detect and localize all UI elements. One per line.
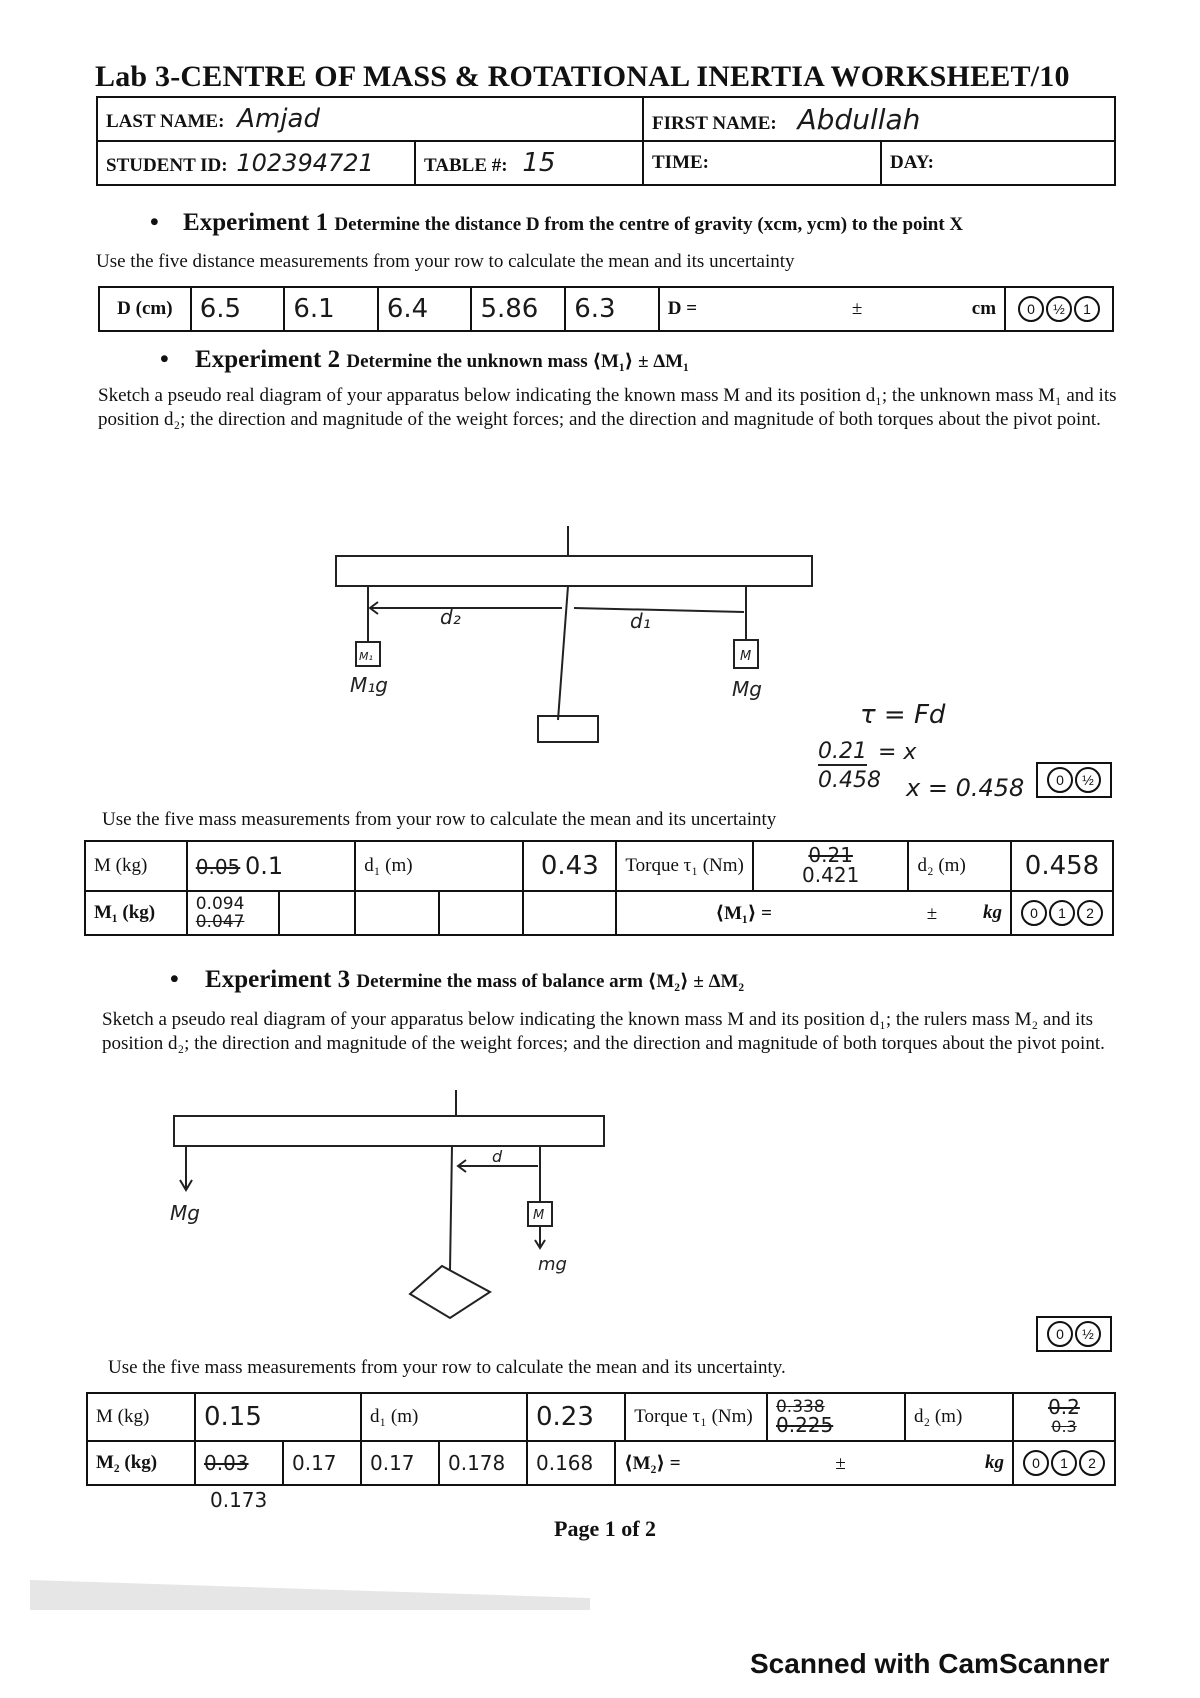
exp2-m1-box-label: M₁ xyxy=(359,650,373,663)
m-value: 0.1 xyxy=(245,852,284,880)
m1-value: 0.094 xyxy=(195,894,245,914)
d-value-5: 6.3 xyxy=(565,287,659,331)
m2-value-4: 0.178 xyxy=(439,1441,527,1485)
score-0-icon: 0 xyxy=(1047,767,1073,793)
score-0-icon: 0 xyxy=(1023,1450,1049,1476)
m1-result-label: ⟨M₁⟩ = xyxy=(715,902,772,924)
torque-label: Torque τ₁ (Nm) xyxy=(616,841,752,891)
exp3-table-score xyxy=(1013,1441,1115,1485)
exp2-stand xyxy=(558,586,568,720)
table-number-label: TABLE #: xyxy=(424,155,508,176)
exp3-mg-right-label: mg xyxy=(538,1254,567,1275)
exp3-ruler xyxy=(174,1116,604,1146)
m1-unit: kg xyxy=(983,901,1002,923)
torque-value-cell xyxy=(753,841,909,891)
m2-value-1: 0.03 xyxy=(195,1441,283,1485)
m2-value-2: 0.17 xyxy=(283,1441,361,1485)
exp2-d1-line xyxy=(574,608,744,612)
score-0-icon: 0 xyxy=(1021,900,1047,926)
exp2-ruler xyxy=(336,556,812,586)
exp2-sketch-score xyxy=(1036,762,1112,798)
d-value-3: 6.4 xyxy=(378,287,472,331)
exp3-stand xyxy=(450,1146,452,1270)
torque-label: Torque τ₁ (Nm) xyxy=(625,1393,767,1441)
score-1-icon: 1 xyxy=(1049,900,1075,926)
m2-below-value: 0.173 xyxy=(210,1488,268,1512)
exp2-eq-equals: = x xyxy=(878,740,917,765)
time-cell xyxy=(643,141,881,185)
exp1-subtitle: Determine the distance D from the centre of gravity (xcm, ycm) to the point X xyxy=(334,214,964,235)
d2-value: 0.458 xyxy=(1011,841,1113,891)
m2-label: M₂ (kg) xyxy=(87,1441,195,1485)
exp2-table-instruction: Use the five mass measurements from your row to calculate the mean and its uncertainty xyxy=(102,809,777,830)
exp2-title: Experiment 2 xyxy=(195,346,341,373)
student-id-cell xyxy=(97,141,415,185)
exp2-heading xyxy=(160,346,689,374)
scan-shadow-shape xyxy=(30,1580,590,1610)
score-half-icon: ½ xyxy=(1046,296,1072,322)
m1-result-cell xyxy=(616,891,1011,935)
exp2-eq-denominator: 0.458 xyxy=(818,768,881,793)
scan-edge-shadow xyxy=(30,1570,590,1610)
exp3-bullet: • xyxy=(170,966,179,993)
m1-pm: ± xyxy=(926,902,938,924)
d-result-cell xyxy=(659,287,1005,331)
exp3-d-label: d xyxy=(492,1147,503,1166)
exp2-d1-label: d₁ xyxy=(630,609,651,633)
camscanner-watermark: Scanned with CamScanner xyxy=(750,1648,1110,1679)
exp3-table-instruction: Use the five mass measurements from your row to calculate the mean and its uncertainty. xyxy=(108,1357,786,1378)
m1-label: M₁ (kg) xyxy=(85,891,187,935)
score-half-icon: ½ xyxy=(1075,767,1101,793)
exp2-m-box-label: M xyxy=(740,649,752,664)
exp2-table xyxy=(84,840,1114,936)
m1-cell-5 xyxy=(523,891,616,935)
d1-label: d₁ (m) xyxy=(355,841,523,891)
exp2-bullet: • xyxy=(160,346,169,373)
torque-value: 0.338 xyxy=(775,1397,825,1417)
d1-value: 0.23 xyxy=(527,1393,625,1441)
exp3-base xyxy=(410,1266,490,1318)
first-name-label: FIRST NAME: xyxy=(652,112,777,134)
table-number-value: 15 xyxy=(522,148,556,178)
m1-cell-3 xyxy=(355,891,439,935)
exp2-base xyxy=(538,716,598,742)
m2-value-5: 0.168 xyxy=(527,1441,615,1485)
exp3-instruction: Sketch a pseudo real diagram of your apparatus below indicating the known mass M and its position d₁; the rulers mass M₂ and its position d₂; the direction and magnitude of the weight forces; and the direction and magnitude of both torques about the pivot point. xyxy=(102,1009,1105,1054)
exp2-sketch xyxy=(300,520,860,760)
score-0-icon: 0 xyxy=(1047,1321,1073,1347)
m-value-cell xyxy=(187,841,356,891)
m1-value-cell xyxy=(187,891,280,935)
d2-label: d₂ (m) xyxy=(908,841,1011,891)
score-0-icon: 0 xyxy=(1018,296,1044,322)
m1-cell-2 xyxy=(279,891,355,935)
m2-unit: kg xyxy=(984,1451,1004,1473)
exp2-eq-result: x = 0.458 xyxy=(906,774,1025,802)
score-2-icon: 2 xyxy=(1079,1450,1105,1476)
exp1-table xyxy=(98,286,1114,332)
torque-value: 0.421 xyxy=(802,863,860,887)
m2-pm: ± xyxy=(835,1452,846,1474)
exp3-m-box-label: M xyxy=(533,1208,545,1223)
torque-value-struck: 0.225 xyxy=(775,1413,834,1437)
student-id-label: STUDENT ID: xyxy=(106,155,228,176)
d1-label: d₁ (m) xyxy=(361,1393,527,1441)
m-value: 0.15 xyxy=(195,1393,361,1441)
exp2-mg-label: Mg xyxy=(732,677,762,701)
exp3-table xyxy=(86,1392,1116,1486)
table-number-cell xyxy=(415,141,643,185)
exp3-mg-left-label: Mg xyxy=(170,1201,200,1225)
m2-value-3: 0.17 xyxy=(361,1441,439,1485)
score-2-icon: 2 xyxy=(1077,900,1103,926)
time-label: TIME: xyxy=(652,152,709,173)
exp3-title: Experiment 3 xyxy=(205,966,351,993)
day-label: DAY: xyxy=(890,152,935,173)
m1-cell-4 xyxy=(439,891,523,935)
exp1-title: Experiment 1 xyxy=(183,209,329,236)
d2-value-cell xyxy=(1013,1393,1115,1441)
page-number: Page 1 of 2 xyxy=(554,1516,657,1541)
worksheet-title: Lab 3-CENTRE OF MASS & ROTATIONAL INERTIA WORKSHEET/10 xyxy=(95,60,1070,93)
m-label: M (kg) xyxy=(87,1393,195,1441)
exp1-score xyxy=(1005,287,1113,331)
torque-value-cell xyxy=(767,1393,905,1441)
student-info-table xyxy=(96,96,1116,186)
exp3-subtitle: Determine the mass of balance arm ⟨M₂⟩ ± ΔM₂ xyxy=(356,971,745,992)
exp2-subtitle: Determine the unknown mass ⟨M₁⟩ ± ΔM₁ xyxy=(346,351,689,372)
d-unit: cm xyxy=(971,298,997,319)
d-value-1: 6.5 xyxy=(191,287,285,331)
d-row-label: D (cm) xyxy=(99,287,191,331)
d1-value: 0.43 xyxy=(523,841,616,891)
torque-value-struck: 0.21 xyxy=(808,843,853,867)
exp2-eq-torque: τ = Fd xyxy=(860,700,946,730)
last-name-label: LAST NAME: xyxy=(106,111,225,132)
d-value-2: 6.1 xyxy=(284,287,378,331)
last-name-value: Amjad xyxy=(237,104,320,134)
d-pm: ± xyxy=(851,298,863,319)
student-id-value: 102394721 xyxy=(236,149,374,177)
m1-value-struck: 0.047 xyxy=(195,912,245,932)
exp2-eq-numerator: 0.21 xyxy=(818,739,867,764)
exp2-m1g-label: M₁g xyxy=(350,673,388,697)
last-name-cell xyxy=(97,97,643,141)
day-cell xyxy=(881,141,1115,185)
exp1-bullet: • xyxy=(150,209,159,236)
d2-value-struck: 0.3 xyxy=(1051,1417,1077,1436)
exp3-sketch xyxy=(160,1090,620,1330)
score-half-icon: ½ xyxy=(1075,1321,1101,1347)
first-name-value: Abdullah xyxy=(797,102,921,136)
exp3-heading xyxy=(170,966,744,994)
score-1-icon: 1 xyxy=(1051,1450,1077,1476)
d-value-4: 5.86 xyxy=(471,287,565,331)
first-name-cell xyxy=(643,97,1115,141)
m-label: M (kg) xyxy=(85,841,187,891)
exp1-instruction: Use the five distance measurements from your row to calculate the mean and its uncertainty xyxy=(96,251,795,272)
exp3-sketch-score xyxy=(1036,1316,1112,1352)
d2-value: 0.2 xyxy=(1048,1395,1080,1419)
m-value-struck: 0.05 xyxy=(195,855,241,879)
exp1-heading xyxy=(150,209,963,237)
exp2-d2-label: d₂ xyxy=(440,605,461,629)
m2-result-cell xyxy=(615,1441,1013,1485)
score-1-icon: 1 xyxy=(1074,296,1100,322)
d2-label: d₂ (m) xyxy=(905,1393,1013,1441)
d-result-label: D = xyxy=(667,298,698,319)
exp2-instruction: Sketch a pseudo real diagram of your apparatus below indicating the known mass M and its position d₁; the unknown mass M₁ and its position d₂; the direction and magnitude of the weight forces; and the direction and magnitude of both torques about the pivot point. xyxy=(98,385,1117,430)
m2-result-label: ⟨M₂⟩ = xyxy=(624,1452,681,1474)
exp2-table-score xyxy=(1011,891,1113,935)
